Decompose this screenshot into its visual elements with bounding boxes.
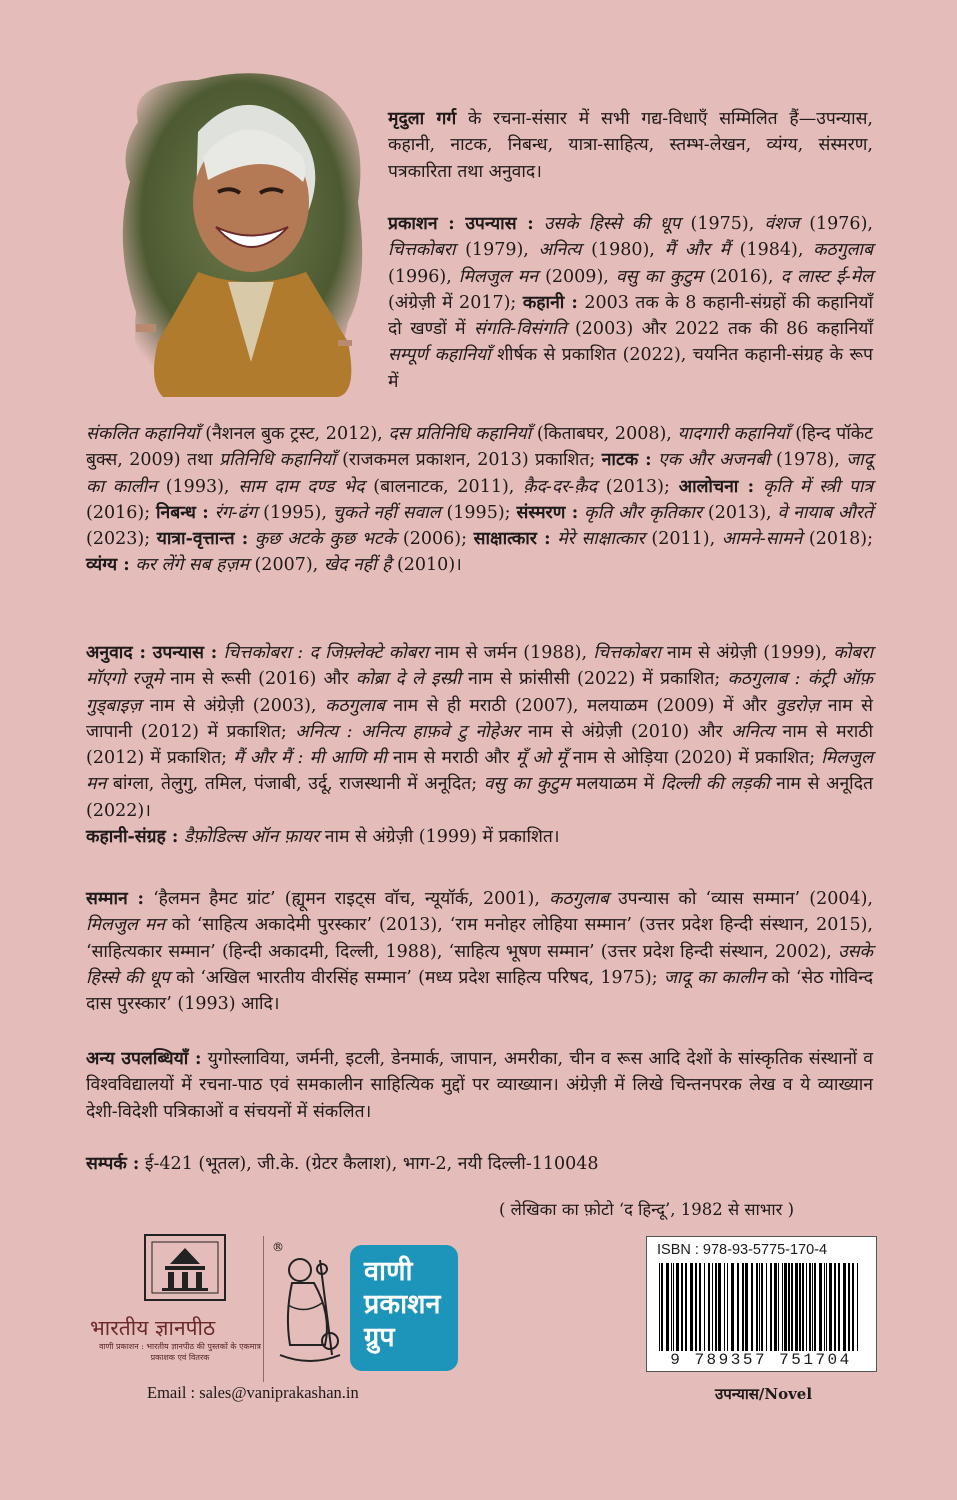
book-title: अनित्य : अनित्य हाफ़वे टु नोहेअर	[295, 721, 520, 742]
book-title: चित्तकोबरा : द जिफ़्लेक्टे कोबरा	[223, 643, 429, 663]
text-fragment: (1980),	[581, 240, 665, 261]
criticism-label: आलोचना :	[678, 476, 755, 497]
text-fragment: (किताबघर, 2008),	[531, 424, 678, 444]
text-fragment: नाम से फ्रांसीसी (2022) में प्रकाशित;	[460, 669, 728, 690]
email-address: Email : sales@vaniprakashan.in	[147, 1383, 359, 1402]
text-fragment: (2013);	[596, 476, 679, 497]
memoir-label: संस्मरण :	[516, 502, 579, 523]
text-fragment: उपन्यास को ‘व्यास सम्मान’ (2004),	[608, 889, 873, 909]
publication-section-top	[388, 211, 873, 395]
text-fragment: (1995);	[440, 502, 517, 523]
jnanpith-name: भारतीय ज्ञानपीठ	[90, 1316, 216, 1340]
saraswati-figure-icon	[270, 1245, 350, 1375]
book-title: मेरे साक्षात्कार	[557, 529, 645, 550]
publication-section-bottom	[86, 421, 873, 579]
vani-logo-line: वाणी	[364, 1256, 413, 1287]
book-title: डैफ़ोडिल्स ऑन फ़ायर	[183, 827, 320, 848]
jnanpith-tagline: वाणी प्रकाशन : भारतीय ज्ञानपीठ की पुस्तकों के एकमात्र प्रकाशक एवं वितरक	[99, 1342, 261, 1362]
text-fragment: (1995),	[257, 502, 333, 523]
book-title: कठगुलाब	[813, 240, 873, 261]
text-fragment: (1978),	[769, 450, 847, 471]
book-title: चित्तकोबरा	[388, 240, 456, 261]
vani-prakashan-logo	[350, 1245, 458, 1371]
text-fragment: (1976),	[799, 214, 873, 234]
travelogue-label: यात्रा-वृत्तान्त :	[156, 529, 249, 550]
book-title: प्रतिनिधि कहानियाँ	[219, 450, 336, 471]
jnanpith-emblem-icon	[140, 1230, 230, 1305]
achievements-text: युगोस्लाविया, जर्मनी, इटली, डेनमार्क, जापान, अमरीका, चीन व रूस आदि देशों के सांस्कृतिक संस्थानों व विश्वविद्यालयों में रचना-पाठ एवं समकालीन साहित्यिक मुद्दों पर व्याख्यान। अंग्रेज़ी में लिखे चिन्तनपरक लेख व ये व्याख्यान देशी-विदेशी पत्रिकाओं व संचयनों में संकलित।	[86, 1049, 873, 1122]
text-fragment: (1996),	[388, 266, 459, 287]
text-fragment: (बालनाटक, 2011),	[364, 476, 524, 497]
book-title: मैं और मैं	[664, 240, 730, 261]
book-title: कृति और कृतिकार	[584, 502, 702, 523]
book-title: सम्पूर्ण कहानियाँ	[388, 345, 491, 366]
contact-address: ई-421 (भूतल), जी.के. (ग्रेटर कैलाश), भाग-2, नयी दिल्ली-110048	[139, 1154, 599, 1174]
book-title: वसु का कुटुम	[483, 774, 570, 795]
book-title: वसु का कुटुम	[615, 266, 703, 287]
text-fragment: नाम से ही मराठी (2007), मलयाळम (2009) में और	[384, 695, 776, 716]
book-title: संकलित कहानियाँ	[86, 424, 200, 444]
book-title: मैं और मैं : मी आणि मी	[233, 748, 387, 769]
story-collection-label: कहानी-संग्रह :	[86, 827, 179, 848]
publication-label: प्रकाशन : उपन्यास :	[388, 214, 534, 234]
book-title: उसके हिस्से की धूप	[543, 214, 681, 234]
text-fragment: (2023);	[86, 529, 157, 550]
book-title: आमने-सामने	[721, 529, 803, 550]
text-fragment: (2016);	[86, 502, 156, 523]
awards-label: सम्मान :	[86, 889, 144, 909]
text-fragment: बांग्ला, तेलुगु, तमिल, पंजाबी, उर्दू, राजस्थानी में अनूदित;	[106, 774, 484, 795]
book-title: वंशज	[764, 214, 800, 234]
book-title: कर लेंगे सब हज़म	[135, 555, 249, 576]
book-title: कठगुलाब	[325, 695, 385, 716]
author-name: मृदुला गर्ग	[388, 109, 457, 129]
text-fragment: (2009),	[537, 266, 616, 287]
book-title: मिलजुल मन	[86, 915, 165, 936]
contact-section	[86, 1151, 873, 1177]
translation-section	[86, 640, 873, 850]
book-title: मूँ ओ मूँ	[515, 748, 567, 769]
text-fragment: (2018);	[802, 529, 873, 550]
text-fragment: (1984),	[729, 240, 814, 261]
author-intro	[388, 106, 873, 185]
awards-section	[86, 886, 873, 1017]
text-fragment: नाम से अंग्रेज़ी (1999) में प्रकाशित।	[319, 827, 560, 848]
book-title: कृति में स्त्री पात्र	[762, 476, 874, 497]
book-title: जादू का कालीन	[86, 450, 873, 497]
text-fragment	[754, 477, 763, 497]
text-fragment: (1993),	[156, 476, 239, 497]
drama-label: नाटक :	[601, 450, 652, 471]
text-fragment	[534, 214, 544, 234]
text-fragment: (2013),	[701, 502, 778, 523]
text-fragment: नाम से ओड़िया (2020) में प्रकाशित;	[566, 748, 822, 769]
text-fragment: नाम से अंग्रेज़ी (2010) और	[519, 721, 732, 742]
book-title: दिल्ली की लड़की	[660, 774, 770, 795]
photo-credit: ( लेखिका का फ़ोटो ‘द हिन्दू’, 1982 से साभार )	[499, 1200, 795, 1219]
book-title: रंग-ढंग	[214, 502, 258, 523]
text-fragment: 2003 तक के 8 कहानी-संग्रहों की कहानियाँ दो खण्डों में	[388, 292, 874, 340]
text-fragment: मलयाळम में	[569, 774, 661, 795]
book-title: दस प्रतिनिधि कहानियाँ	[388, 424, 532, 444]
book-title: संगति-विसंगति	[474, 319, 567, 340]
intro-text: के रचना-संसार में सभी गद्य-विधाएँ सम्मिलित हैं—उपन्यास, कहानी, नाटक, निबन्ध, यात्रा-साहित्य, स्तम्भ-लेखन, व्यंग्य, संस्मरण, पत्रकारिता तथा अनुवाद।	[388, 109, 873, 182]
book-title: मिलजुल मन	[86, 748, 873, 795]
book-title: जादू का कालीन	[663, 967, 766, 988]
author-photo	[108, 62, 378, 402]
text-fragment: ‘हैलमन हैमट ग्रांट’ (ह्यूमन राइट्स वॉच, न्यूयॉर्क, 2001),	[143, 889, 550, 909]
vani-logo-line: ग्रुप	[364, 1322, 395, 1353]
vani-logo-line: प्रकाशन	[364, 1289, 441, 1320]
text-fragment: (2006);	[396, 529, 474, 550]
text-fragment: को ‘अखिल भारतीय वीरसिंह सम्मान’ (मध्य प्रदेश साहित्य परिषद, 1975);	[169, 967, 664, 988]
book-title: चुकते नहीं सवाल	[332, 502, 441, 523]
text-fragment: (1979),	[455, 240, 539, 261]
text-fragment: (नैशनल बुक ट्रस्ट, 2012),	[199, 424, 389, 444]
book-title: क़ैद-दर-क़ैद	[523, 476, 597, 497]
text-fragment: नाम से मराठी (2012) में प्रकाशित;	[86, 721, 873, 769]
book-title: उसके हिस्से की धूप	[86, 941, 873, 988]
logo-divider	[263, 1236, 264, 1382]
text-fragment: (1975),	[680, 214, 765, 234]
achievements-section	[86, 1046, 873, 1125]
book-title: कोब्रा दे ले इस्प्री	[355, 669, 461, 690]
book-title: द लास्ट ई-मेल	[780, 266, 874, 287]
book-title: वुडरोज़	[775, 695, 820, 716]
text-fragment: नाम से जर्मन (1988),	[428, 643, 594, 663]
text-fragment: नाम से रूसी (2016) और	[162, 669, 356, 690]
book-title: यादगारी कहानियाँ	[677, 424, 790, 444]
text-fragment: नाम से अंग्रेज़ी (1999),	[660, 643, 834, 663]
text-fragment: को ‘सेठ गोविन्द दास पुरस्कार’ (1993) आदि।	[86, 967, 873, 1015]
book-title: अनित्य	[731, 721, 774, 742]
text-fragment: को ‘साहित्य अकादेमी पुरस्कार’ (2013), ‘राम मनोहर लोहिया सम्मान’ (उत्तर प्रदेश हिन्दी संस्थान, 2015), ‘साहित्यकार सम्मान’ (हिन्दी अकादमी, दिल्ली, 1988), ‘साहित्य भूषण सम्मान’ (उत्तर प्रदेश हिन्दी संस्थान, 2002),	[86, 915, 873, 962]
isbn-label: ISBN : 978-93-5775-170-4	[657, 1242, 828, 1258]
book-title: वे नायाब औरतें	[777, 502, 873, 523]
achievements-label: अन्य उपलब्धियाँ :	[86, 1049, 202, 1069]
essay-label: निबन्ध :	[155, 502, 209, 523]
text-fragment: (अंग्रेज़ी में 2017);	[388, 292, 523, 313]
text-fragment: (2016),	[702, 266, 781, 287]
registered-mark: ®	[272, 1240, 284, 1254]
text-fragment: (2011),	[644, 529, 722, 550]
story-label: कहानी :	[522, 292, 578, 313]
book-title: कुछ अटके कुछ भटके	[254, 529, 397, 550]
text-fragment: नाम से अंग्रेज़ी (2003),	[141, 695, 326, 716]
text-fragment: (राजकमल प्रकाशन, 2013) प्रकाशित;	[335, 450, 602, 471]
text-fragment: (2010)।	[391, 555, 462, 576]
translation-label: अनुवाद : उपन्यास :	[86, 643, 218, 663]
book-title: एक और अजनबी	[658, 450, 770, 471]
book-title: अनित्य	[538, 240, 582, 261]
text-fragment: नाम से मराठी और	[386, 748, 516, 769]
book-category: उपन्यास/Novel	[715, 1385, 813, 1403]
interview-label: साक्षात्कार :	[473, 529, 551, 550]
isbn-barcode-box	[646, 1236, 877, 1372]
isbn-digits: 9 789357 751704	[670, 1351, 852, 1369]
satire-label: व्यंग्य :	[86, 555, 130, 576]
book-title: चित्तकोबरा	[593, 643, 661, 663]
text-fragment: शीर्षक से प्रकाशित (2022), चयनित कहानी-संग्रह के रूप में	[388, 345, 873, 392]
text-fragment	[248, 529, 255, 549]
text-fragment: नाम से अनूदित (2022)।	[86, 774, 873, 821]
contact-label: सम्पर्क :	[86, 1154, 140, 1174]
text-fragment: (2003) और 2022 तक की 86 कहानियाँ	[566, 319, 873, 340]
book-title: कठगुलाब	[549, 889, 609, 909]
text-fragment: (2007),	[248, 555, 324, 576]
text-fragment: नाम से जापानी (2012) में प्रकाशित;	[86, 695, 874, 742]
book-title: साम दाम दण्ड भेद	[238, 476, 365, 497]
barcode-icon	[655, 1263, 867, 1351]
text-fragment: (हिन्द पॉकेट बुक्स, 2009) तथा	[86, 424, 874, 471]
book-title: कोबरा मॉएगो रजूमे	[86, 643, 873, 690]
book-title: कठगुलाब : कंट्री ऑफ़ गुड्बाइज़	[86, 669, 874, 716]
book-title: खेद नहीं है	[323, 555, 392, 576]
book-title: मिलजुल मन	[458, 266, 538, 287]
